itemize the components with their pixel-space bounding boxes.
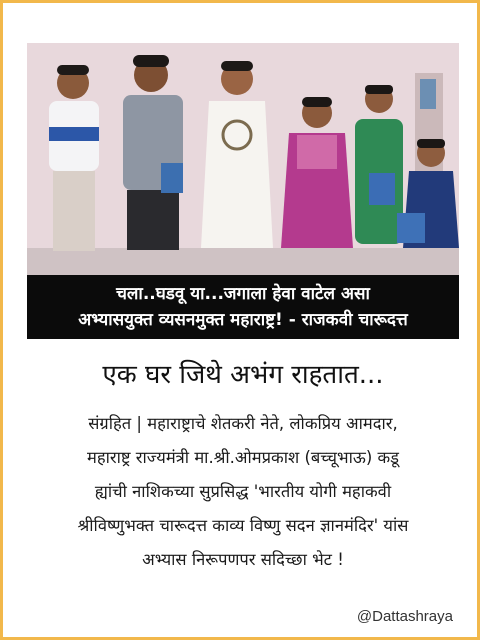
- caption-line-1: चला..घडवू या...जगाला हेवा वाटेल असा: [116, 284, 370, 304]
- body-line-4: श्रीविष्णुभक्त चारूदत्त काव्य विष्णु सदन ज्ञानमंदिर' यांस: [77, 516, 409, 535]
- body-line-1: संग्रहित | महाराष्ट्राचे शेतकरी नेते, लोकप्रिय आमदार,: [88, 414, 398, 433]
- body-line-2: महाराष्ट्र राज्यमंत्री मा.श्री.ओमप्रकाश (बच्चूभाऊ) कडू: [86, 448, 400, 467]
- headline: एक घर जिथे अभंग राहतात...: [102, 360, 384, 390]
- group-photo-illustration: [27, 43, 459, 275]
- caption-line-2: अभ्यासयुक्त व्यसनमुक्त महाराष्ट्र! - राजकवी चारूदत्त: [78, 310, 408, 330]
- author-handle: @Dattashraya: [356, 608, 453, 625]
- group-photo: [27, 43, 459, 275]
- body-paragraph: [27, 407, 459, 577]
- body-line-3: ह्यांची नाशिकच्या सुप्रसिद्ध 'भारतीय योगी महाकवी: [94, 482, 392, 501]
- body-line-5: अभ्यास निरूपणपर सदिच्छा भेट !: [142, 550, 344, 569]
- photo-caption-banner: [27, 275, 459, 339]
